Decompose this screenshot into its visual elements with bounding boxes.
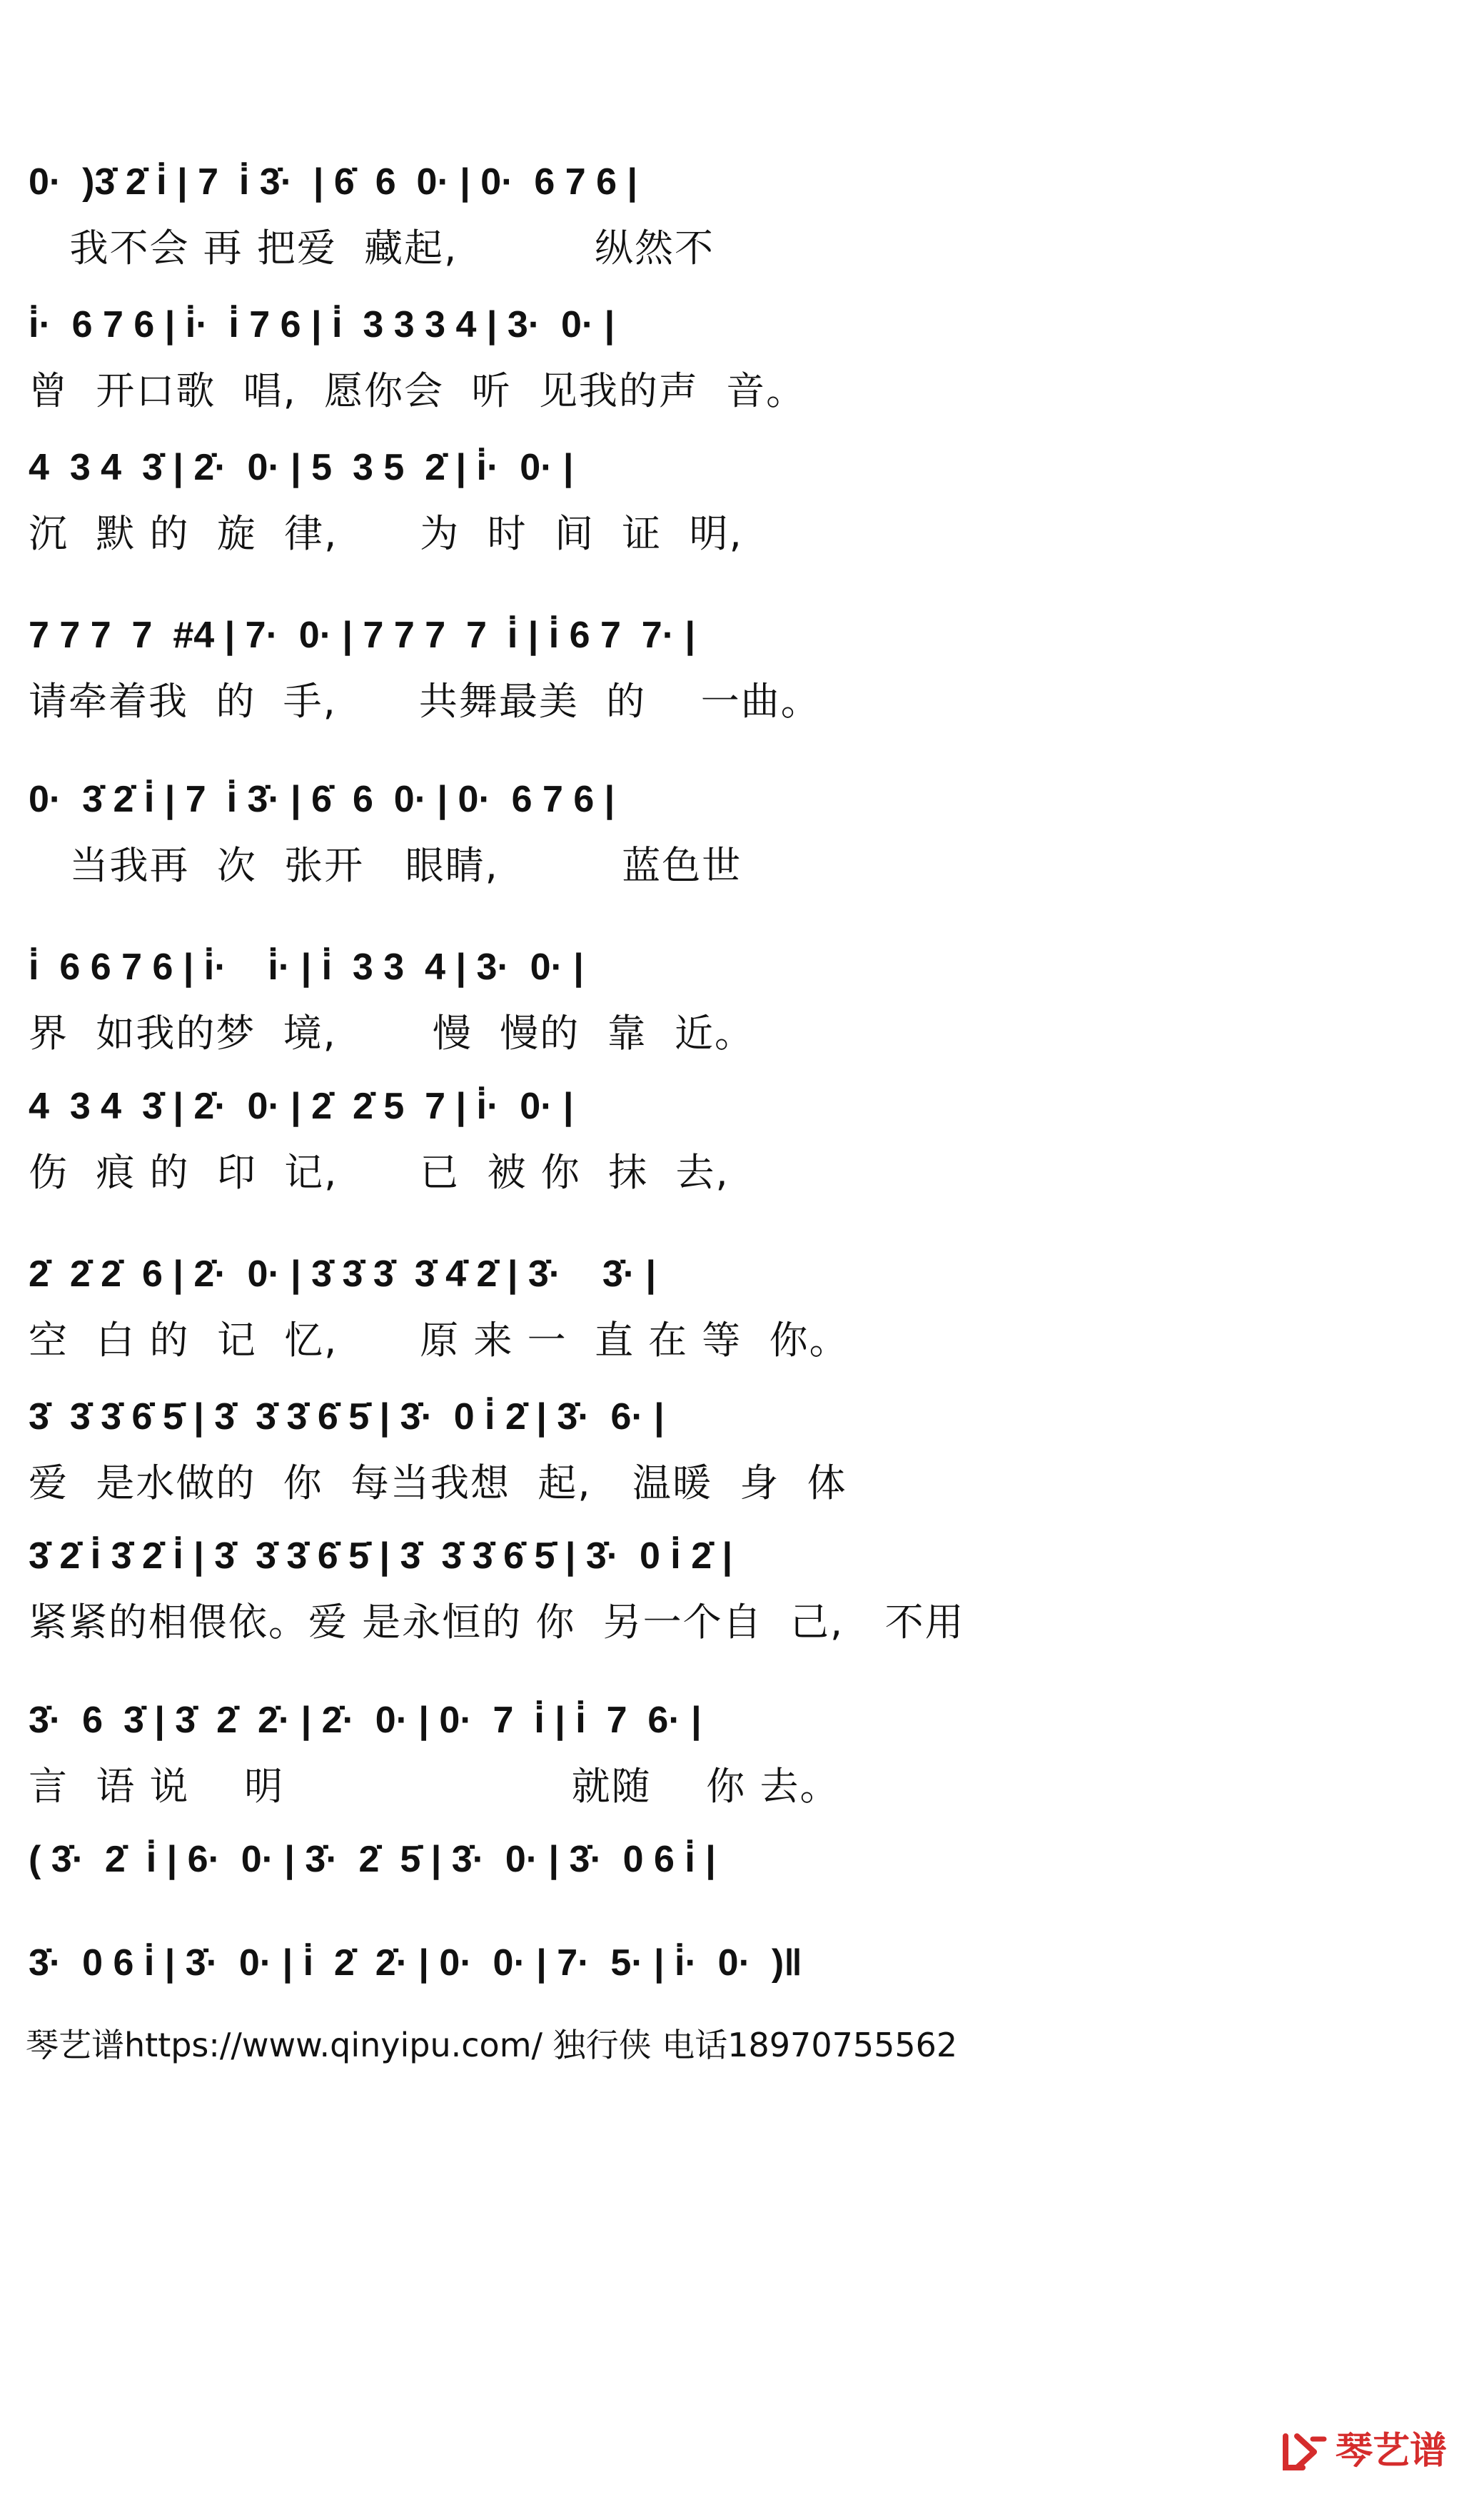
score-system-1 xyxy=(0,146,1484,282)
logo-mark-icon xyxy=(1281,2430,1328,2473)
score-system-11 xyxy=(0,1685,1484,1820)
lyric-line: 沉 默 的 旋 律, 为 时 间 证 明, xyxy=(29,511,743,556)
music-line: 2̇ 2̇ 2̇ 6 | 2̇· 0· | 3̇ 3̇ 3̇ 3̇ 4̇ 2̇ | 3̇· 3̇· | xyxy=(29,1253,657,1295)
lyric-line: 当我再 次 张开 眼睛, 蓝色世 xyxy=(29,843,742,888)
music-line: i̇· 6 7 6 | i̇· i̇ 7 6 | i̇ 3 3 3 4 | 3· 0· | xyxy=(29,304,615,345)
lyric-line: 界 如我的梦 境, 慢 慢的 靠 近。 xyxy=(29,1011,754,1056)
music-line: 3̇ 2̇ i̇ 3̇ 2̇ i̇ | 3̇ 3̇ 3̇ 6̇ 5̇ | 3̇ 3̇ 3̇ 6̇ 5̇ | 3̇· 0 i̇ 2̇ | xyxy=(29,1535,733,1577)
score-system-3 xyxy=(0,432,1484,567)
score-system-8 xyxy=(0,1238,1484,1374)
lyric-line: 言 语 说 明 就随 你 去。 xyxy=(29,1764,840,1809)
score-system-10 xyxy=(0,1520,1484,1656)
score-system-6 xyxy=(0,932,1484,1067)
logo-text: 琴艺谱 xyxy=(1336,2430,1448,2473)
score-system-4 xyxy=(0,600,1484,735)
music-line: 7 7 7 7 #4 | 7· 0· | 7 7 7 7 i̇ | i̇ 6 7 7· | xyxy=(29,615,696,656)
score-system-7 xyxy=(0,1071,1484,1206)
music-line: ( 3̇· 2̇ i̇ | 6· 0· | 3̇· 2̇ 5̇ | 3̇· 0· | 3̇· 0 6 i̇ | xyxy=(29,1839,716,1880)
music-line: 0· 3̇ 2̇ i̇ | 7 i̇ 3̇· | 6̇ 6 0· | 0· 6 7 6 | xyxy=(29,779,615,820)
footer-credit: 琴艺谱https://www.qinyipu.com/ 独行侠 电话18970755562 xyxy=(26,2026,958,2064)
music-line: i̇ 6 6 7 6 | i̇· i̇· | i̇ 3 3 4 | 3· 0· | xyxy=(29,946,584,988)
lyric-line: 伤 痕 的 印 记, 已 被 你 抹 去, xyxy=(29,1150,730,1195)
lyric-line: 爱 是水做的 你 每当我想 起, 温暖 身 体 xyxy=(29,1460,847,1505)
lyric-line: 我不会 再 把爱 藏起, 纵然不 xyxy=(29,226,715,271)
lyric-line: 请牵着我 的 手, 共舞最美 的 一曲。 xyxy=(29,679,821,724)
music-line: 4 3 4 3̇ | 2̇· 0· | 5 3 5 2̇ | i̇· 0· | xyxy=(29,447,574,488)
lyric-line: 紧紧的相偎依。爱 是永恒的 你 另一个自 己, 不用 xyxy=(29,1600,965,1645)
lyric-line: 曾 开口歌 唱, 愿你会 听 见我的声 音。 xyxy=(29,368,807,413)
music-line: 4 3 4 3̇ | 2̇· 0· | 2̇ 2̇ 5 7 | i̇· 0· | xyxy=(29,1086,574,1127)
site-logo xyxy=(1274,2423,1460,2480)
music-line: 3̇· 0 6 i̇ | 3̇· 0· | i̇ 2̇ 2̇· | 0· 0· | 7· 5· | i̇· 0· )‖ xyxy=(29,1942,803,1984)
score-system-2 xyxy=(0,289,1484,425)
lyric-line: 空 白 的 记 忆, 原 来 一 直 在 等 你。 xyxy=(29,1318,849,1363)
music-line: 3̇ 3̇ 3̇ 6̇ 5̇ | 3̇ 3̇ 3̇ 6̇ 5̇ | 3̇· 0 i̇ 2̇ | 3̇· 6· | xyxy=(29,1396,665,1438)
music-line: 3̇· 6 3̇ | 3̇ 2̇ 2̇· | 2̇· 0· | 0· 7 i̇ | i̇ 7 6· | xyxy=(29,1700,702,1741)
score-system-9 xyxy=(0,1381,1484,1517)
score-system-5 xyxy=(0,764,1484,899)
music-line: 0· )3̇ 2̇ i̇ | 7 i̇ 3̇· | 6̇ 6 0· | 0· 6 7 6 | xyxy=(29,161,637,203)
